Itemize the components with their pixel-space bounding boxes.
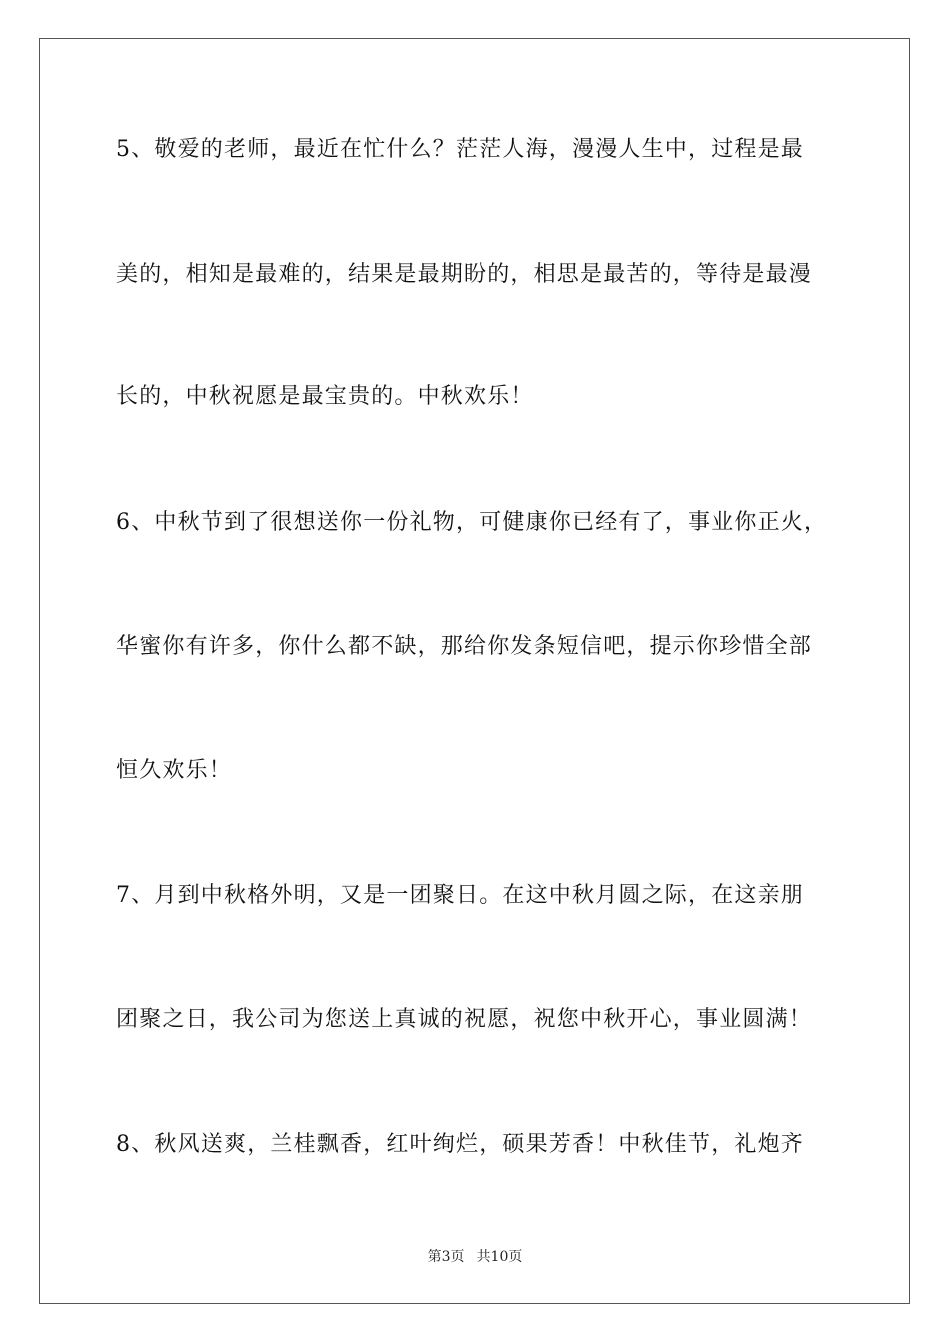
- text-line: 团聚之日，我公司为您送上真诚的祝愿，祝您中秋开心，事业圆满！: [116, 1007, 813, 1032]
- page-number: 第3页: [427, 1249, 465, 1265]
- page-total: 共10页: [476, 1249, 523, 1265]
- text-line: 8、秋风送爽，兰桂飘香，红叶绚烂，硕果芳香！中秋佳节，礼炮齐: [116, 1132, 804, 1157]
- text-line: 6、中秋节到了很想送你一份礼物，可健康你已经有了，事业你正火，: [116, 510, 828, 535]
- text-line: 恒久欢乐！: [116, 758, 233, 783]
- text-line: 7、月到中秋格外明，又是一团聚日。在这中秋月圆之际，在这亲朋: [116, 883, 804, 908]
- text-line: 长的，中秋祝愿是最宝贵的。中秋欢乐！: [116, 384, 534, 409]
- page-footer: [0, 1247, 950, 1267]
- text-line: 5、敬爱的老师，最近在忙什么？茫茫人海，漫漫人生中，过程是最: [116, 137, 804, 162]
- text-line: 美的，相知是最难的，结果是最期盼的，相思是最苦的，等待是最漫: [116, 262, 813, 287]
- page-border: [39, 38, 910, 1304]
- text-line: 华蜜你有许多，你什么都不缺，那给你发条短信吧，提示你珍惜全部: [116, 634, 813, 659]
